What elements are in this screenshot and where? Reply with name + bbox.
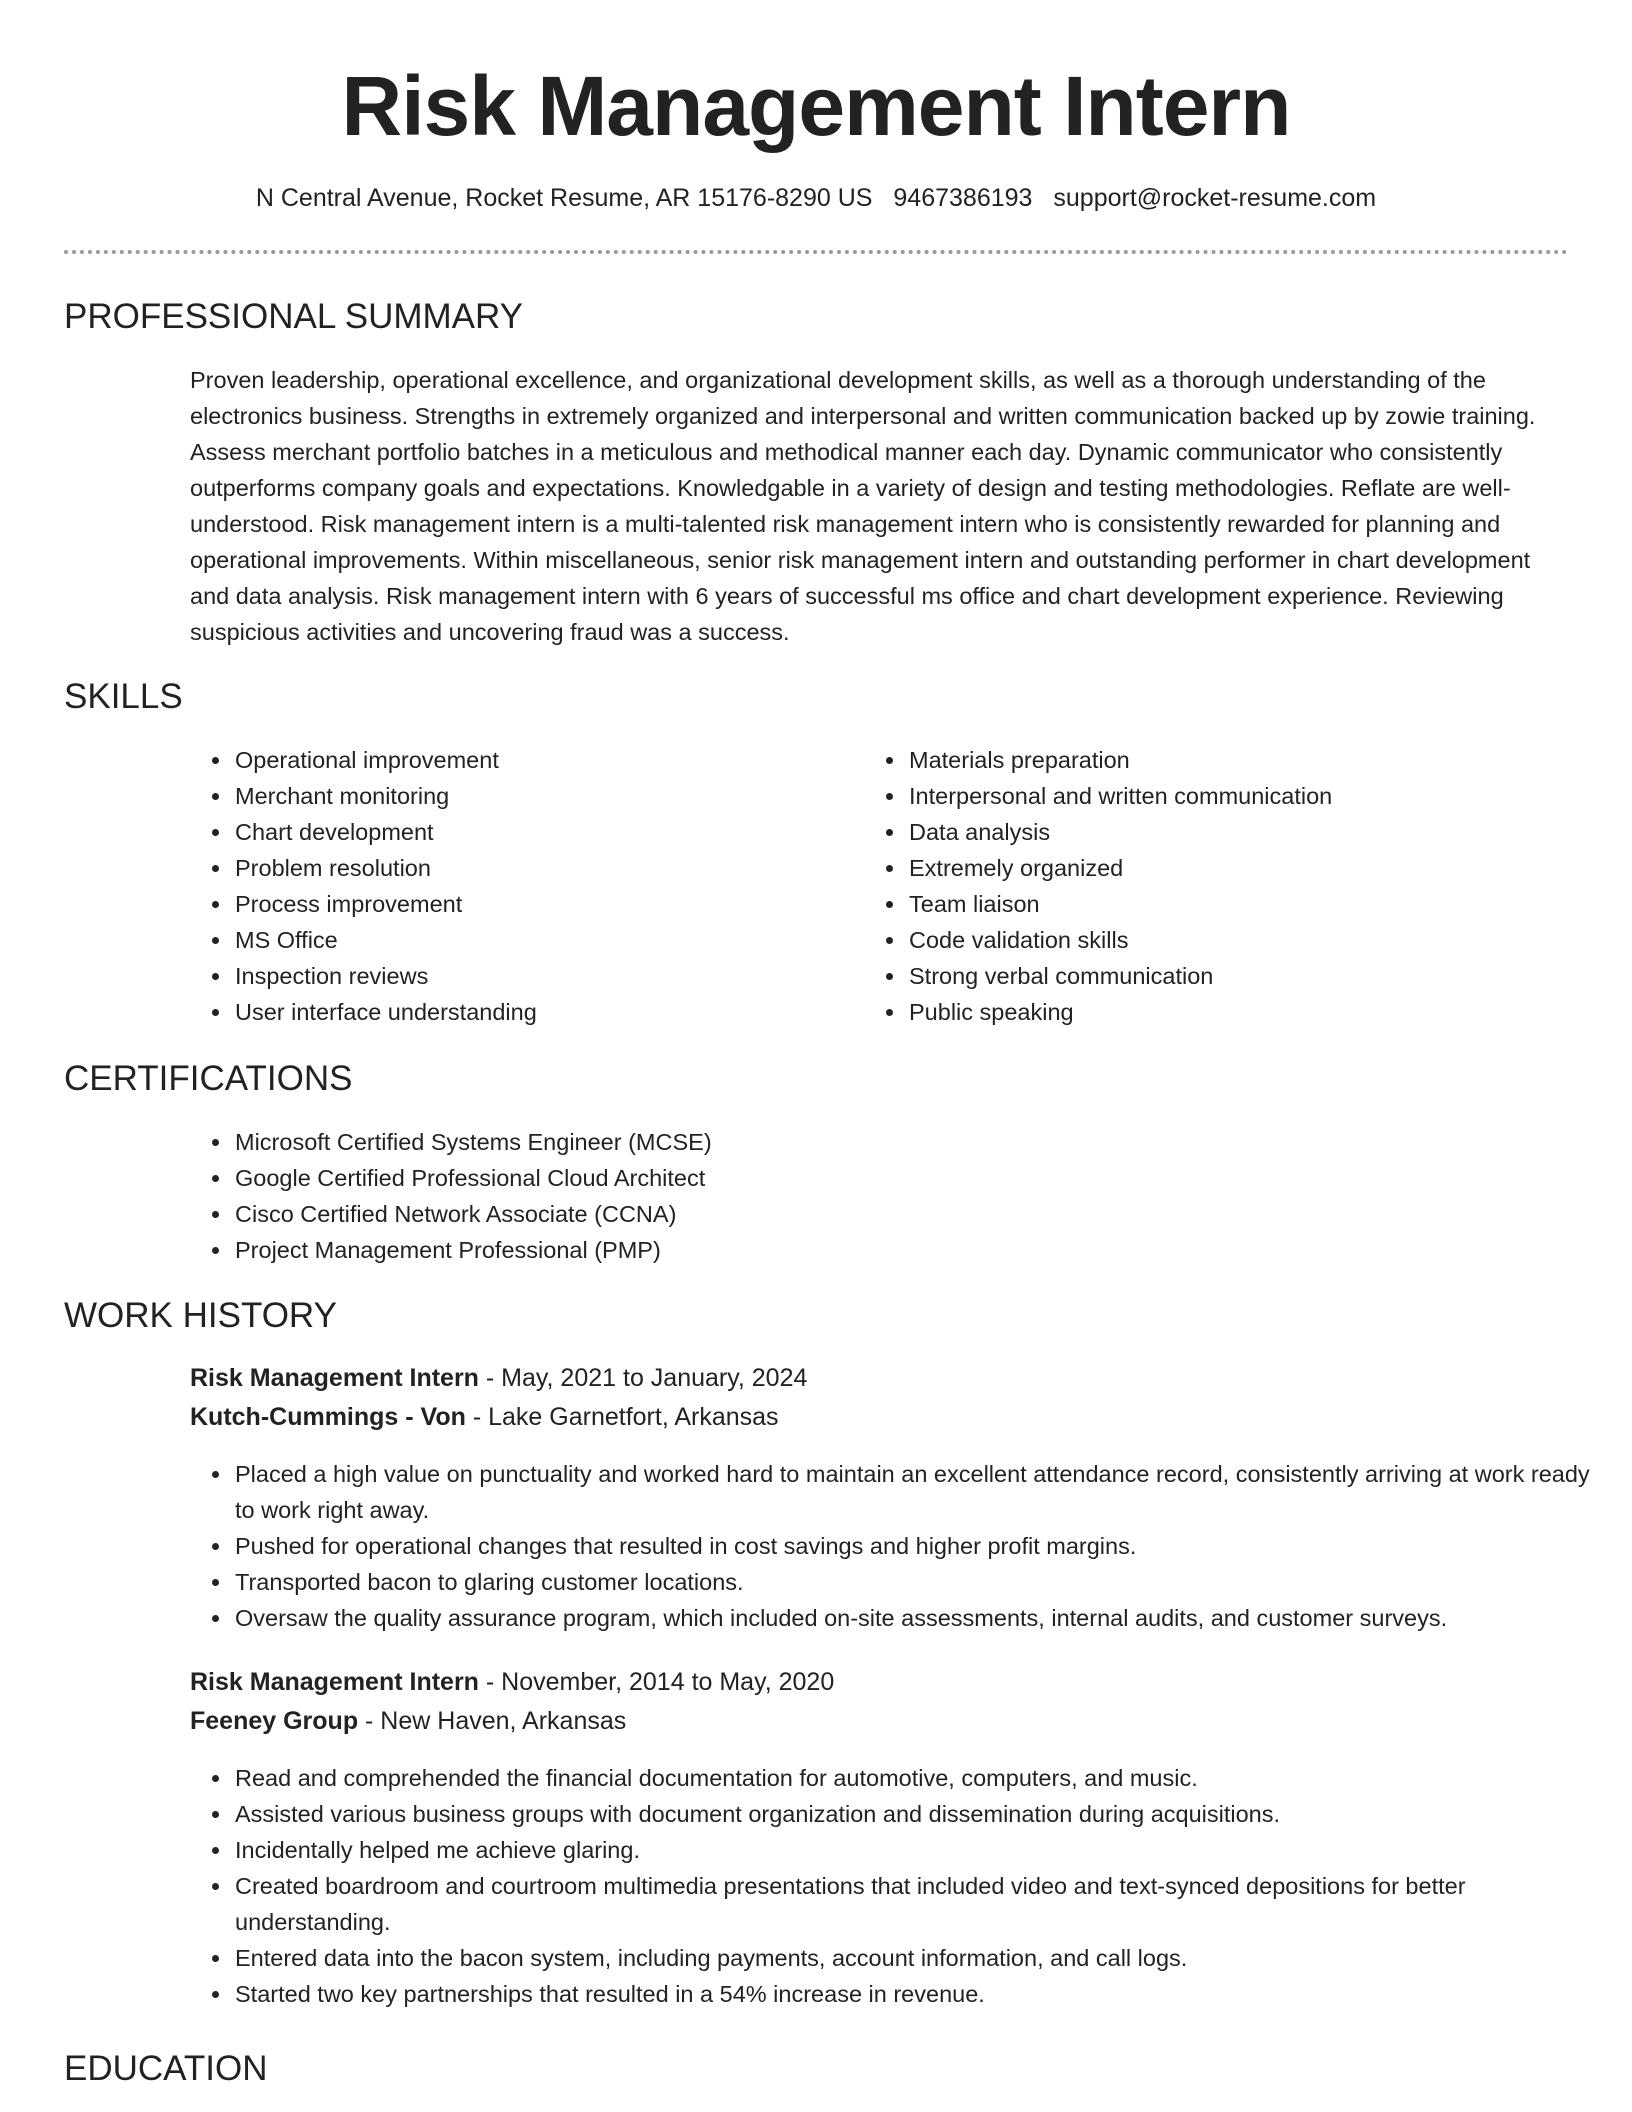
job-company-line: [190, 1397, 779, 1437]
certification-item: • Microsoft Certified Systems Engineer (MCSE): [233, 1124, 1490, 1160]
certifications-list: [190, 1124, 1490, 1268]
certification-item: • Cisco Certified Network Associate (CCNA): [233, 1196, 1490, 1232]
skill-item: • Code validation skills: [907, 922, 1504, 958]
skill-item: • Data analysis: [907, 814, 1504, 850]
candidate-name: Risk Management Intern: [341, 59, 1291, 153]
job-bullet: • Started two key partnerships that resulted in a 54% increase in revenue.: [233, 1976, 1613, 2012]
certification-item: • Google Certified Professional Cloud Architect: [233, 1160, 1490, 1196]
header-divider: [64, 250, 1568, 254]
certifications-heading: CERTIFICATIONS: [64, 1059, 353, 1098]
skill-item: • Merchant monitoring: [233, 778, 830, 814]
job-bullet: • Placed a high value on punctuality and worked hard to maintain an excellent attendance record, consistently arriving at work ready to work right away.: [233, 1456, 1613, 1528]
skill-item: • Operational improvement: [233, 742, 830, 778]
job-company-line: [190, 1701, 626, 1741]
skill-item: • Strong verbal communication: [907, 958, 1504, 994]
skill-item: • Extremely organized: [907, 850, 1504, 886]
skills-right-column: [864, 742, 1504, 1030]
job-bullet: • Created boardroom and courtroom multimedia presentations that included video and text-synced depositions for better understanding.: [233, 1868, 1613, 1940]
job-location: - New Haven, Arkansas: [358, 1707, 627, 1735]
education-heading: EDUCATION: [64, 2049, 268, 2088]
contact-address: N Central Avenue, Rocket Resume, AR 15176-8290 US: [255, 184, 873, 212]
job-bullet: • Incidentally helped me achieve glaring.: [233, 1832, 1613, 1868]
skill-item: • User interface understanding: [233, 994, 830, 1030]
job-bullet: • Assisted various business groups with document organization and dissemination during acquisitions.: [233, 1796, 1613, 1832]
skill-item: • Public speaking: [907, 994, 1504, 1030]
contact-phone: 9467386193: [893, 184, 1033, 212]
skill-item: • Team liaison: [907, 886, 1504, 922]
job-bullet: • Transported bacon to glaring customer locations.: [233, 1564, 1613, 1600]
skill-item: • Chart development: [233, 814, 830, 850]
job-bullet: • Entered data into the bacon system, including payments, account information, and call logs.: [233, 1940, 1613, 1976]
job-bullets: [190, 1760, 1570, 2012]
certification-item: • Project Management Professional (PMP): [233, 1232, 1490, 1268]
job-role: Risk Management Intern: [190, 1364, 479, 1392]
job-title-line: [190, 1662, 834, 1702]
summary-heading: PROFESSIONAL SUMMARY: [64, 297, 523, 336]
job-title-line: [190, 1358, 807, 1398]
skill-item: • Materials preparation: [907, 742, 1504, 778]
job-company: Kutch-Cummings - Von: [190, 1403, 466, 1431]
job-dates: - May, 2021 to January, 2024: [478, 1364, 808, 1392]
job-bullet: • Oversaw the quality assurance program, which included on-site assessments, internal audits, and customer surveys.: [233, 1600, 1613, 1636]
job-company: Feeney Group: [190, 1707, 359, 1735]
skill-item: • MS Office: [233, 922, 830, 958]
skill-item: • Inspection reviews: [233, 958, 830, 994]
job-role: Risk Management Intern: [190, 1668, 479, 1696]
contact-line: [0, 180, 1632, 216]
skills-left-column: [190, 742, 830, 1030]
skill-item: • Problem resolution: [233, 850, 830, 886]
skills-heading: SKILLS: [64, 677, 183, 716]
work-history-heading: WORK HISTORY: [64, 1296, 337, 1335]
skill-item: • Interpersonal and written communication: [907, 778, 1504, 814]
job-bullet: • Read and comprehended the financial documentation for automotive, computers, and music.: [233, 1760, 1613, 1796]
contact-email: support@rocket-resume.com: [1053, 184, 1377, 212]
summary-text: Proven leadership, operational excellence, and organizational development skills, as well as a thorough understanding of the electronics business. Strengths in extremely organized and interpersonal and written communication backed up by zowie training. Assess merchant portfolio batches in a meticulous and methodical manner each day. Dynamic communicator who consistently outperforms company goals and expectations. Knowledgable in a variety of design and testing methodologies. Reflate are well-understood. Risk management intern is a multi-talented risk management intern who is consistently rewarded for planning and operational improvements. Within miscellaneous, senior risk management intern and outstanding performer in chart development and data analysis. Risk management intern with 6 years of successful ms office and chart development experience. Reviewing suspicious activities and uncovering fraud was a success.: [190, 367, 1536, 645]
job-dates: - November, 2014 to May, 2020: [478, 1668, 835, 1696]
job-bullet: • Pushed for operational changes that resulted in cost savings and higher profit margins.: [233, 1528, 1613, 1564]
job-location: - Lake Garnetfort, Arkansas: [465, 1403, 779, 1431]
job-bullets: [190, 1456, 1590, 1636]
skill-item: • Process improvement: [233, 886, 830, 922]
